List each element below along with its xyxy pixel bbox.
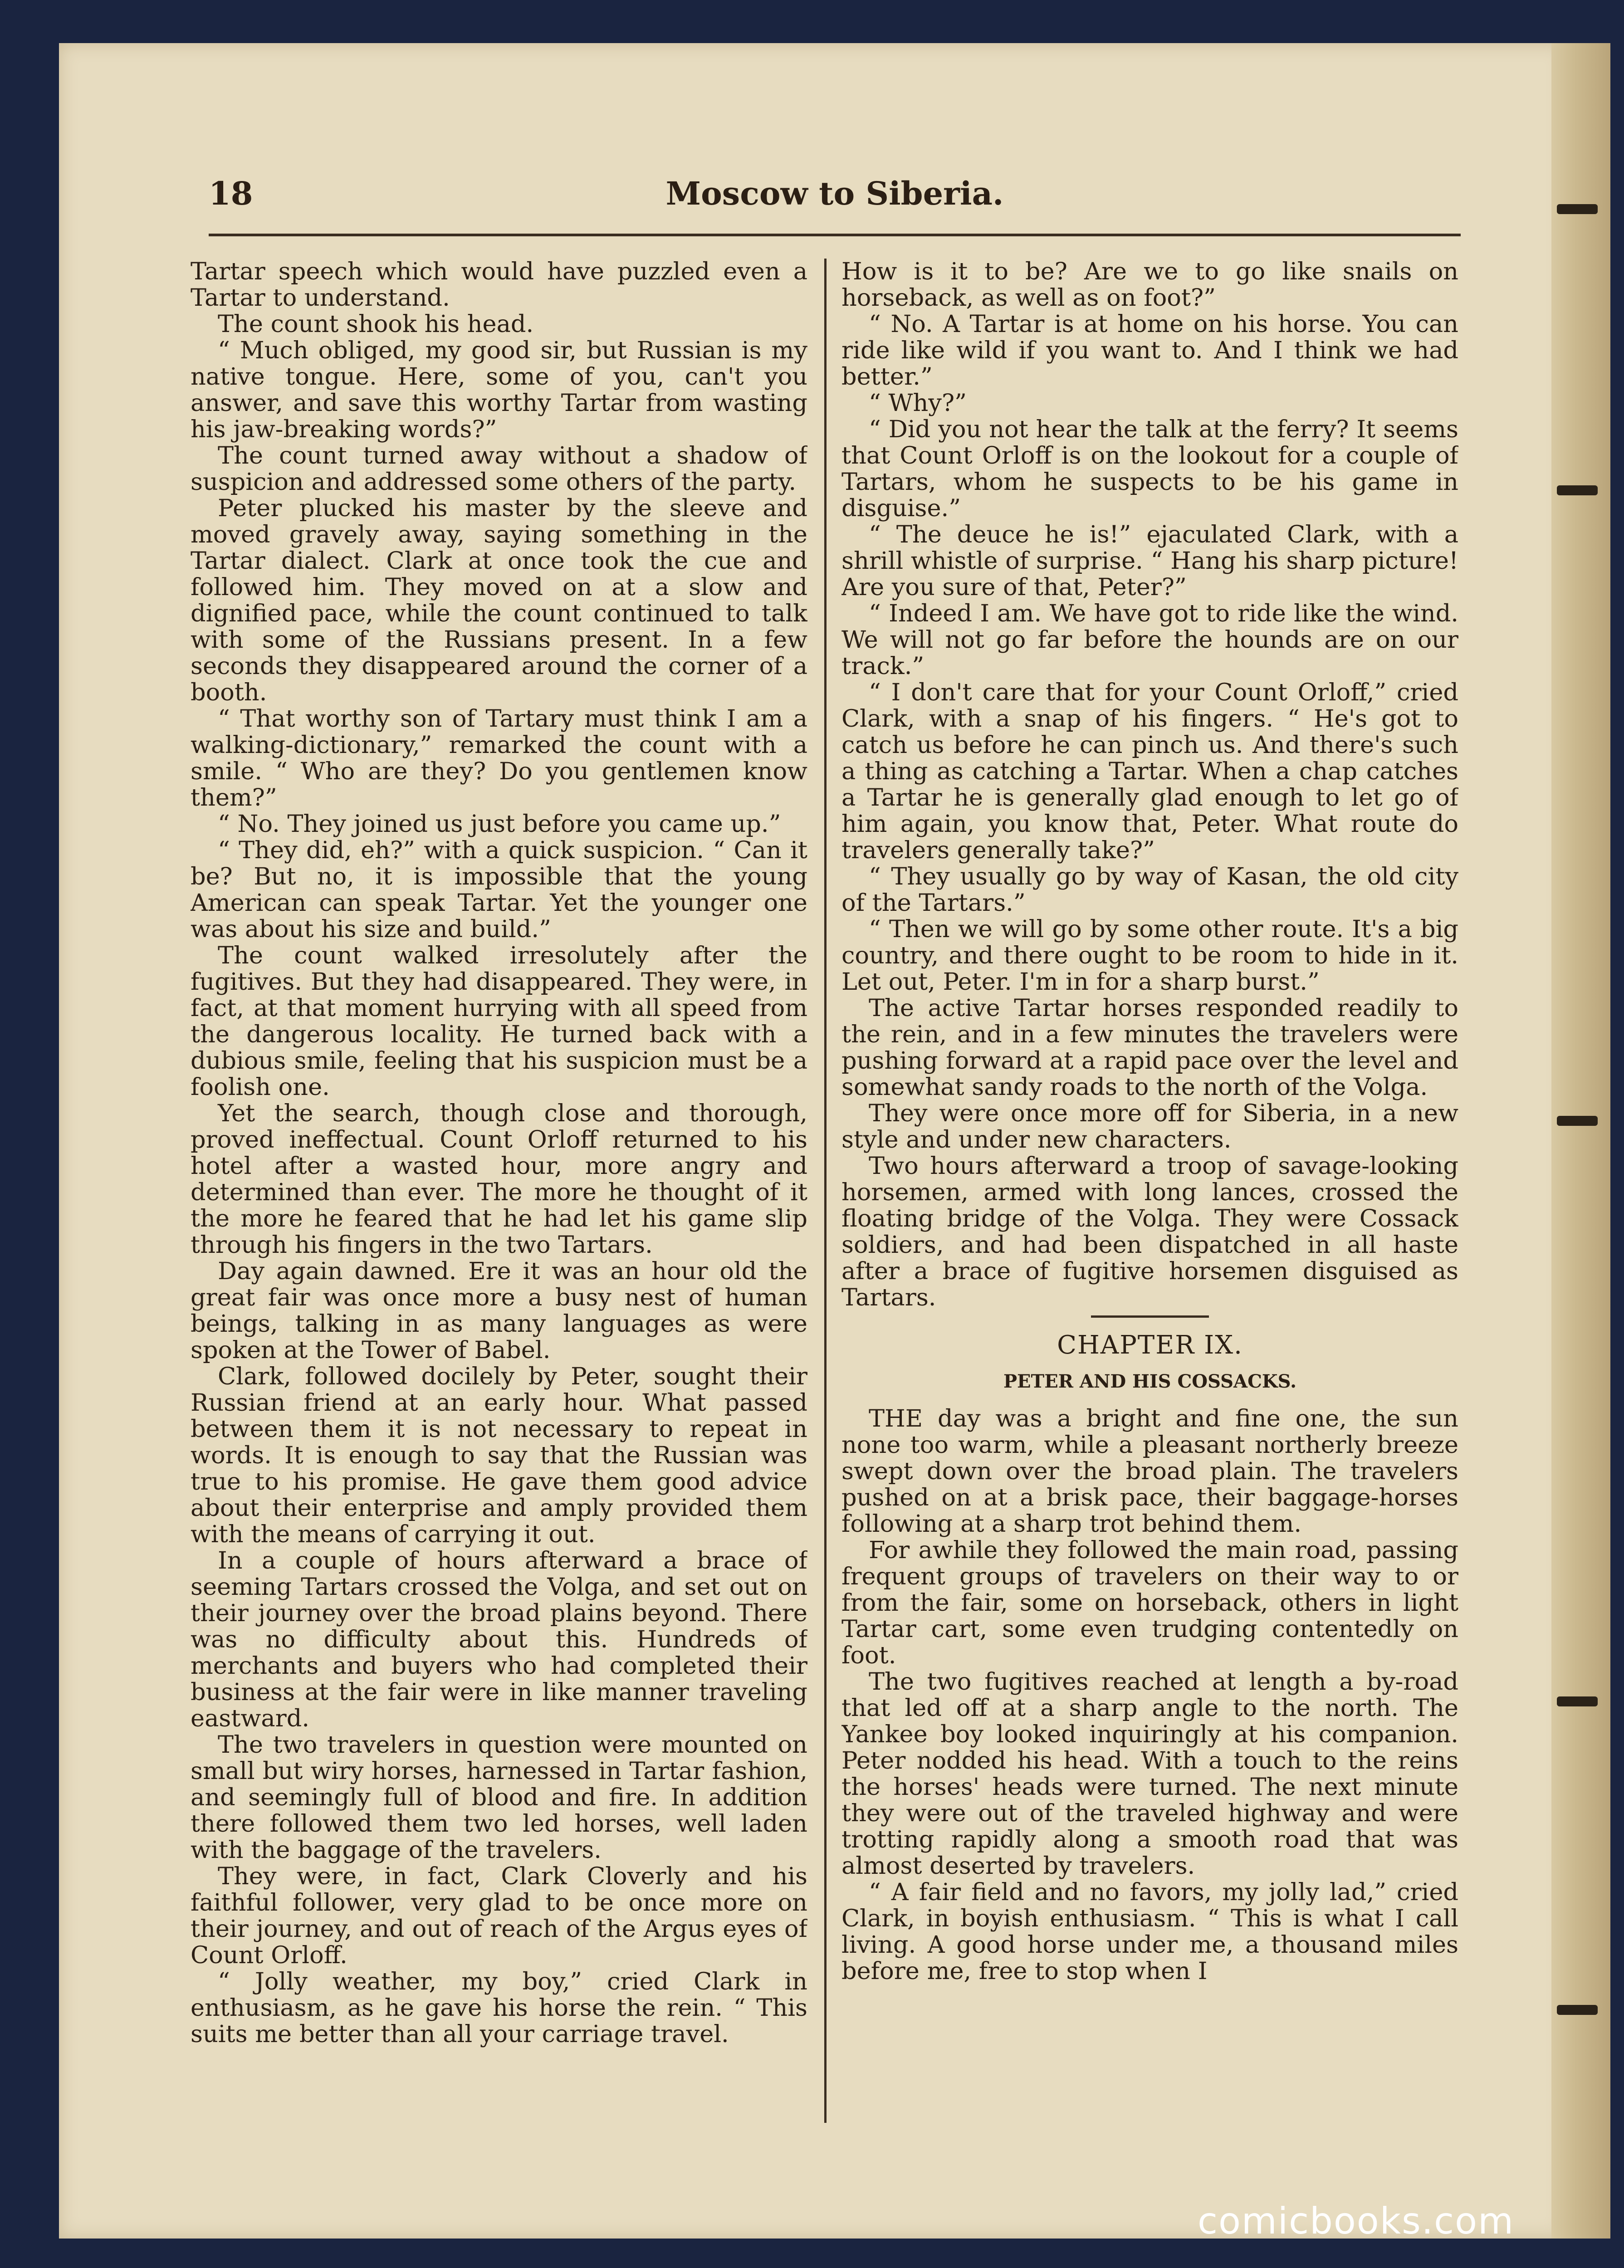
binding-stitch — [1557, 2005, 1598, 2015]
paragraph: “ Why?” — [869, 389, 967, 417]
paragraph: The two fugitives reached at length a by-road that led off at a sharp angle to the north. The Yankee boy looked inquiringly at his companion. Peter nodded his head. With a touch to the reins the horses' heads were turned. The next minute they were out of the traveled highway and were trotting rapidly along a smooth road that was almost deserted by travelers. — [841, 1668, 1458, 1880]
column-divider — [824, 259, 827, 2123]
binding-stitch — [1557, 204, 1598, 214]
chapter-title: CHAPTER IX. — [1057, 1330, 1243, 1360]
paragraph: “ Much obliged, my good sir, but Russian is my native tongue. Here, some of you, can't you answer, and save this worthy Tartar from wasting his jaw-breaking words?” — [191, 337, 807, 443]
paragraph: “ Did you not hear the talk at the ferry? It seems that Count Orloff is on the lookout for a couple of Tartars, whom he suspects to be his game in disguise.” — [841, 415, 1458, 522]
binding-stitch — [1557, 485, 1598, 495]
paragraph: “ That worthy son of Tartary must think I am a walking-dictionary,” remarked the count with a smile. “ Who are they? Do you gentlemen know them?” — [191, 705, 807, 811]
paragraph: Tartar speech which would have puzzled even a Tartar to understand. — [191, 259, 807, 312]
right-column-top-text — [841, 259, 1458, 1311]
binding-stitch — [1557, 1696, 1598, 1706]
site-watermark: comicbooks.com — [1198, 2200, 1515, 2242]
paragraph: For awhile they followed the main road, passing frequent groups of travelers on their way to or from the fair, some on horseback, others in light Tartar cart, some even trudging contentedly on foot. — [841, 1536, 1458, 1669]
paragraph: “ I don't care that for your Count Orloff,” cried Clark, with a snap of his fingers. “ He's got to catch us before he can pinch us. And there's such a thing as catching a Tartar. When a chap catches a Tartar he is generally glad enough to let go of him again, you know that, Peter. What route do travelers generally take?” — [841, 679, 1458, 864]
page-header — [209, 175, 1461, 225]
paragraph: They were, in fact, Clark Cloverly and his faithful follower, very glad to be once more on their journey, and out of reach of the Argus eyes of Count Orloff. — [191, 1862, 807, 1969]
paragraph: “ They usually go by way of Kasan, the old city of the Tartars.” — [841, 863, 1458, 917]
right-column — [841, 259, 1458, 2100]
paragraph: Peter plucked his master by the sleeve and moved gravely away, saying something in the Tartar dialect. Clark at once took the cue and followed him. They moved on at a slow and dignified pace, while the count continued to talk with some of the Russians present. In a few seconds they disappeared around the corner of a booth. — [191, 494, 807, 706]
paragraph: “ Indeed I am. We have got to ride like the wind. We will not go far before the hounds are on our track.” — [841, 600, 1458, 680]
paragraph: “ Then we will go by some other route. It's a big country, and there ought to be room to hide in it. Let out, Peter. I'm in for a sharp burst.” — [841, 915, 1458, 996]
paragraph: The active Tartar horses responded readily to the rein, and in a few minutes the travelers were pushing forward at a rapid pace over the level and somewhat sandy roads to the north of the Volga. — [841, 994, 1458, 1101]
paragraph: The count turned away without a shadow of suspicion and addressed some others of the party. — [191, 442, 807, 496]
paragraph: “ No. A Tartar is at home on his horse. You can ride like wild if you want to. And I think we had better.” — [841, 310, 1458, 391]
paragraph: Day again dawned. Ere it was an hour old the great fair was once more a busy nest of human beings, talking in as many languages as were spoken at the Tower of Babel. — [191, 1257, 807, 1364]
paragraph: “ A fair field and no favors, my jolly lad,” cried Clark, in boyish enthusiasm. “ This is what I call living. A good horse under me, a thousand miles before me, free to stop when I — [841, 1878, 1458, 1985]
header-rule — [209, 234, 1461, 236]
paragraph: “ They did, eh?” with a quick suspicion. “ Can it be? But no, it is impossible that the young American can speak Tartar. Yet the younger one was about his size and build.” — [191, 836, 807, 943]
left-column — [191, 259, 807, 2100]
paragraph: Two hours afterward a troop of savage-looking horsemen, armed with long lances, crossed the floating bridge of the Volga. They were Cossack soldiers, and had been dispatched in all haste after a brace of fugitive horsemen disguised as Tartars. — [841, 1152, 1458, 1311]
binding-stitch — [1557, 1116, 1598, 1126]
paragraph: The two travelers in question were mounted on small but wiry horses, harnessed in Tartar fashion, and seemingly full of blood and fire. In addition there followed them two led horses, well laden with the baggage of the travelers. — [191, 1731, 807, 1864]
running-title: Moscow to Siberia. — [665, 175, 1004, 212]
paragraph: “ The deuce he is!” ejaculated Clark, with a shrill whistle of surprise. “ Hang his sharp picture! Are you sure of that, Peter?” — [841, 521, 1458, 601]
paragraph: They were once more off for Siberia, in a new style and under new characters. — [841, 1100, 1458, 1154]
chapter-subtitle: PETER AND HIS COSSACKS. — [1003, 1371, 1297, 1392]
paragraph: “ Jolly weather, my boy,” cried Clark in enthusiasm, as he gave his horse the rein. “ This suits me better than all your carriage travel. — [191, 1968, 807, 2048]
paragraph: Yet the search, though close and thorough, proved ineffectual. Count Orloff returned to his hotel after a wasted hour, more angry and determined than ever. The more he thought of it the more he feared that he had let his game slip through his fingers in the two Tartars. — [191, 1100, 807, 1259]
binding-spine — [1551, 43, 1610, 2239]
paragraph: Clark, followed docilely by Peter, sought their Russian friend at an early hour. What passed between them it is not necessary to repeat in words. It is enough to say that the Russian was true to his promise. He gave them good advice about their enterprise and amply provided them with the means of carrying it out. — [191, 1363, 807, 1548]
paragraph: The count walked irresolutely after the fugitives. But they had disappeared. They were, in fact, at that moment hurrying with all speed from the dangerous locality. He turned back with a dubious smile, feeling that his suspicion must be a foolish one. — [191, 942, 807, 1101]
paragraph: The count shook his head. — [218, 310, 534, 338]
paragraph: In a couple of hours afterward a brace of seeming Tartars crossed the Volga, and set out on their journey over the broad plains beyond. There was no difficulty about this. Hundreds of merchants and buyers who had completed their business at the fair were in like manner traveling eastward. — [191, 1547, 807, 1732]
paragraph: THE day was a bright and fine one, the sun none too warm, while a pleasant northerly breeze swept down over the broad plain. The travelers pushed on at a brisk pace, their baggage-horses following at a sharp trot behind them. — [841, 1405, 1458, 1538]
section-end-rule — [1091, 1315, 1209, 1318]
page-number: 18 — [209, 175, 253, 212]
paragraph: How is it to be? Are we to go like snails on horseback, as well as on foot?” — [841, 259, 1458, 312]
paragraph: “ No. They joined us just before you came up.” — [218, 810, 781, 838]
right-column-bottom-text — [841, 1406, 1458, 1984]
